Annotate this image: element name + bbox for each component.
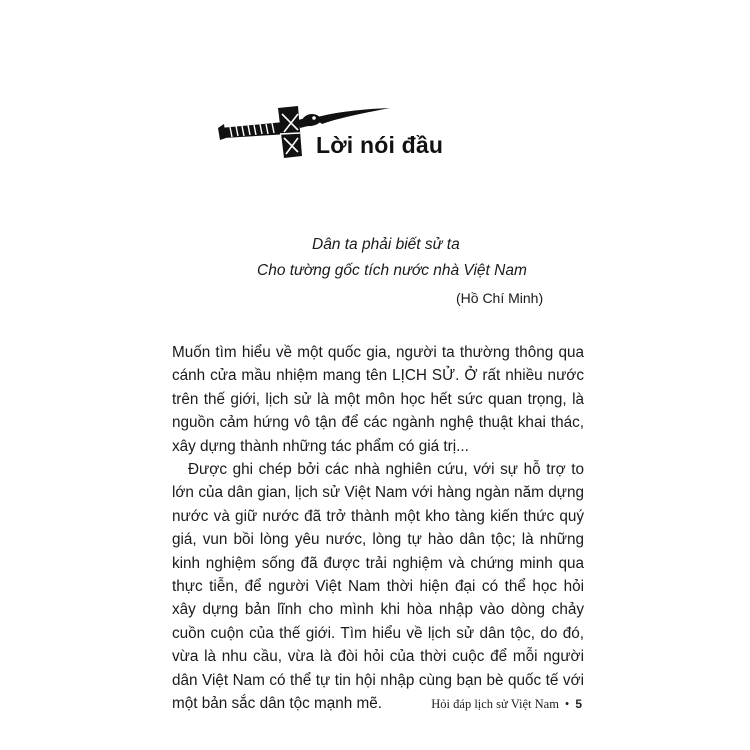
page-title: Lời nói đầu bbox=[316, 132, 444, 158]
page-number: 5 bbox=[575, 697, 582, 711]
body-text bbox=[172, 341, 584, 716]
epigraph-line: Cho tường gốc tích nước nhà Việt Nam bbox=[257, 262, 527, 279]
running-title: Hỏi đáp lịch sử Việt Nam bbox=[431, 697, 559, 711]
epigraph-author: (Hồ Chí Minh) bbox=[456, 290, 544, 306]
footer-separator: • bbox=[564, 697, 570, 711]
paragraph: Được ghi chép bởi các nhà nghiên cứu, với sự hỗ trợ to lớn của dân gian, lịch sử Việt Nam với hàng ngàn năm dựng nước và giữ nước đã trở thành một kho tàng kiến thức quý giá, vun bồi lòng yêu nước, lòng tự hào dân tộc; là những kinh nghiệm sống đã được trải nghiệm và chứng minh qua thực tiễn, để người Việt Nam thời hiện đại có thể học hỏi xây dựng bản lĩnh cho mình khi hòa nhập vào dòng chảy cuồn cuộn của thế giới. Tìm hiểu về lịch sử dân tộc, do đó, vừa là nhu cầu, vừa là đòi hỏi của thời cuộc để mỗi người dân Việt Nam có thể tự tin hội nhập cùng bạn bè quốc tế với một bản sắc dân tộc mạnh mẽ. bbox=[172, 461, 584, 713]
paragraph: Muốn tìm hiểu về một quốc gia, người ta thường thông qua cánh cửa mầu nhiệm mang tên LỊCH SỬ. Ở rất nhiều nước trên thế giới, lịch sử là một môn học hết sức quan trọng, là nguồn cảm hứng vô tận để các ngành nghệ thuật khai thác, xây dựng thành những tác phẩm có giá trị... bbox=[172, 344, 584, 455]
epigraph-line: Dân ta phải biết sử ta bbox=[312, 236, 460, 253]
page-footer bbox=[431, 697, 582, 712]
